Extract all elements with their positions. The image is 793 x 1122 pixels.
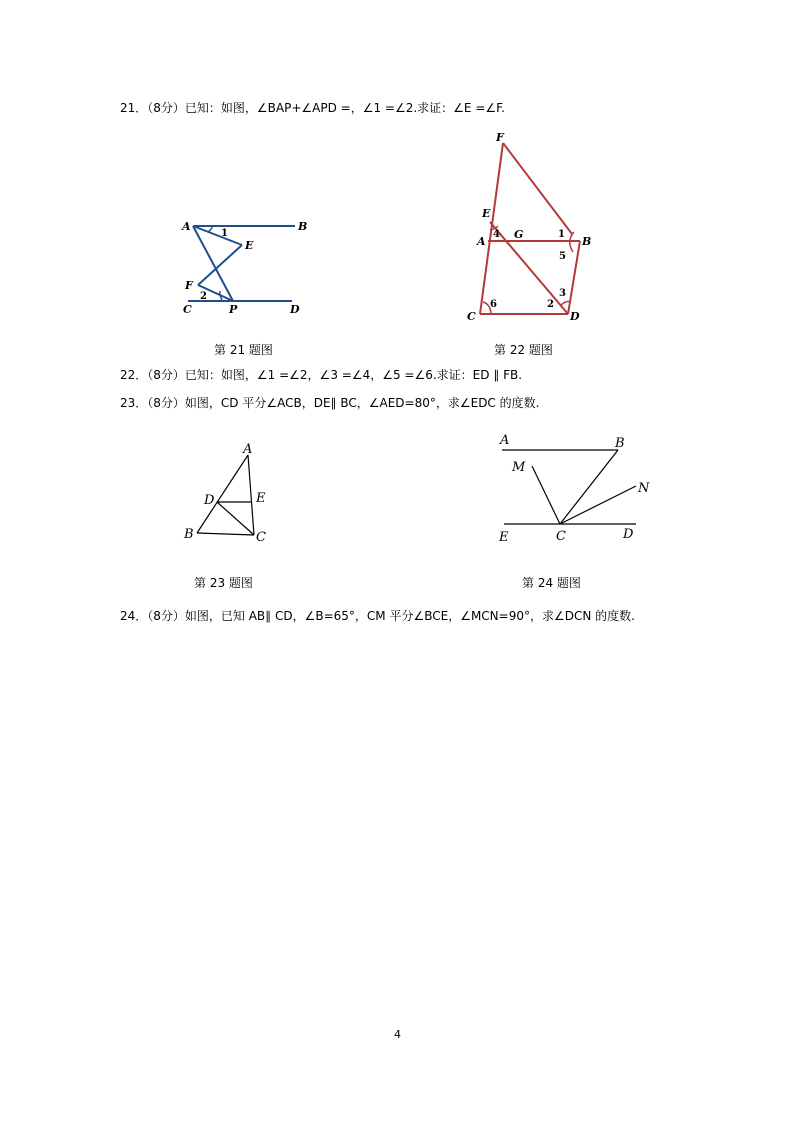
- label-angle-1: 1: [221, 228, 228, 239]
- label-e: E: [499, 530, 509, 545]
- figure-21: [175, 215, 325, 315]
- label-b: B: [184, 527, 194, 542]
- label-e: E: [482, 207, 491, 220]
- label-e: E: [245, 239, 254, 252]
- label-c: C: [183, 303, 192, 316]
- label-f: F: [185, 279, 193, 292]
- label-d: D: [570, 310, 580, 323]
- caption-fig23: 第 23 题图: [194, 576, 253, 590]
- label-angle-2: 2: [200, 291, 207, 302]
- question-22: 22．（8分）已知：如图，∠1 =∠2，∠3 =∠4，∠5 =∠6.求证：ED ∥ FB.: [120, 368, 523, 382]
- question-23: 23．（8分）如图，CD 平分∠ACB，DE∥ BC，∠AED=80°，求∠EDC 的度数.: [120, 396, 540, 410]
- label-p: P: [229, 303, 238, 316]
- line-ep: [198, 245, 242, 285]
- label-n: N: [638, 481, 650, 496]
- label-angle-4: 4: [493, 229, 500, 240]
- line-ed: [490, 222, 568, 314]
- label-a: A: [500, 433, 510, 448]
- figure-22: [465, 128, 595, 323]
- question-24: 24．（8分）如图，已知 AB∥ CD，∠B=65°，CM 平分∠BCE，∠MCN=90°，求∠DCN 的度数.: [120, 609, 635, 623]
- line-bd: [568, 241, 580, 314]
- page-number: 4: [394, 1028, 401, 1041]
- label-d: D: [290, 303, 300, 316]
- label-b: B: [298, 220, 308, 233]
- line-ae: [193, 226, 242, 245]
- line-fb: [503, 143, 572, 234]
- caption-fig24: 第 24 题图: [522, 576, 581, 590]
- line-bc: [197, 533, 254, 535]
- label-a: A: [243, 442, 253, 457]
- label-a: A: [477, 235, 486, 248]
- label-f: F: [496, 131, 504, 144]
- caption-fig21: 第 21 题图: [214, 343, 273, 357]
- line-cn: [560, 486, 636, 524]
- label-d: D: [623, 527, 634, 542]
- label-c: C: [556, 529, 566, 544]
- label-b: B: [582, 235, 592, 248]
- label-b: B: [615, 436, 625, 451]
- label-angle-5: 5: [559, 251, 566, 262]
- label-g: G: [514, 228, 524, 241]
- label-c: C: [256, 530, 266, 545]
- line-ac: [248, 455, 254, 535]
- label-angle-1: 1: [558, 229, 565, 240]
- question-21: 21．（8分）已知：如图，∠BAP+∠APD =，∠1 =∠2.求证：∠E =∠F.: [120, 101, 505, 115]
- label-d: D: [204, 493, 215, 508]
- label-angle-3: 3: [559, 288, 566, 299]
- line-bc: [560, 450, 618, 524]
- label-angle-2: 2: [547, 299, 554, 310]
- label-m: M: [512, 460, 526, 475]
- caption-fig22: 第 22 题图: [494, 343, 553, 357]
- figure-24: [495, 432, 655, 544]
- figure-23: [180, 440, 270, 545]
- label-a: A: [182, 220, 191, 233]
- label-angle-6: 6: [490, 299, 497, 310]
- label-e: E: [256, 491, 266, 506]
- line-dc: [217, 502, 254, 535]
- line-cm: [532, 466, 560, 524]
- label-c: C: [467, 310, 476, 323]
